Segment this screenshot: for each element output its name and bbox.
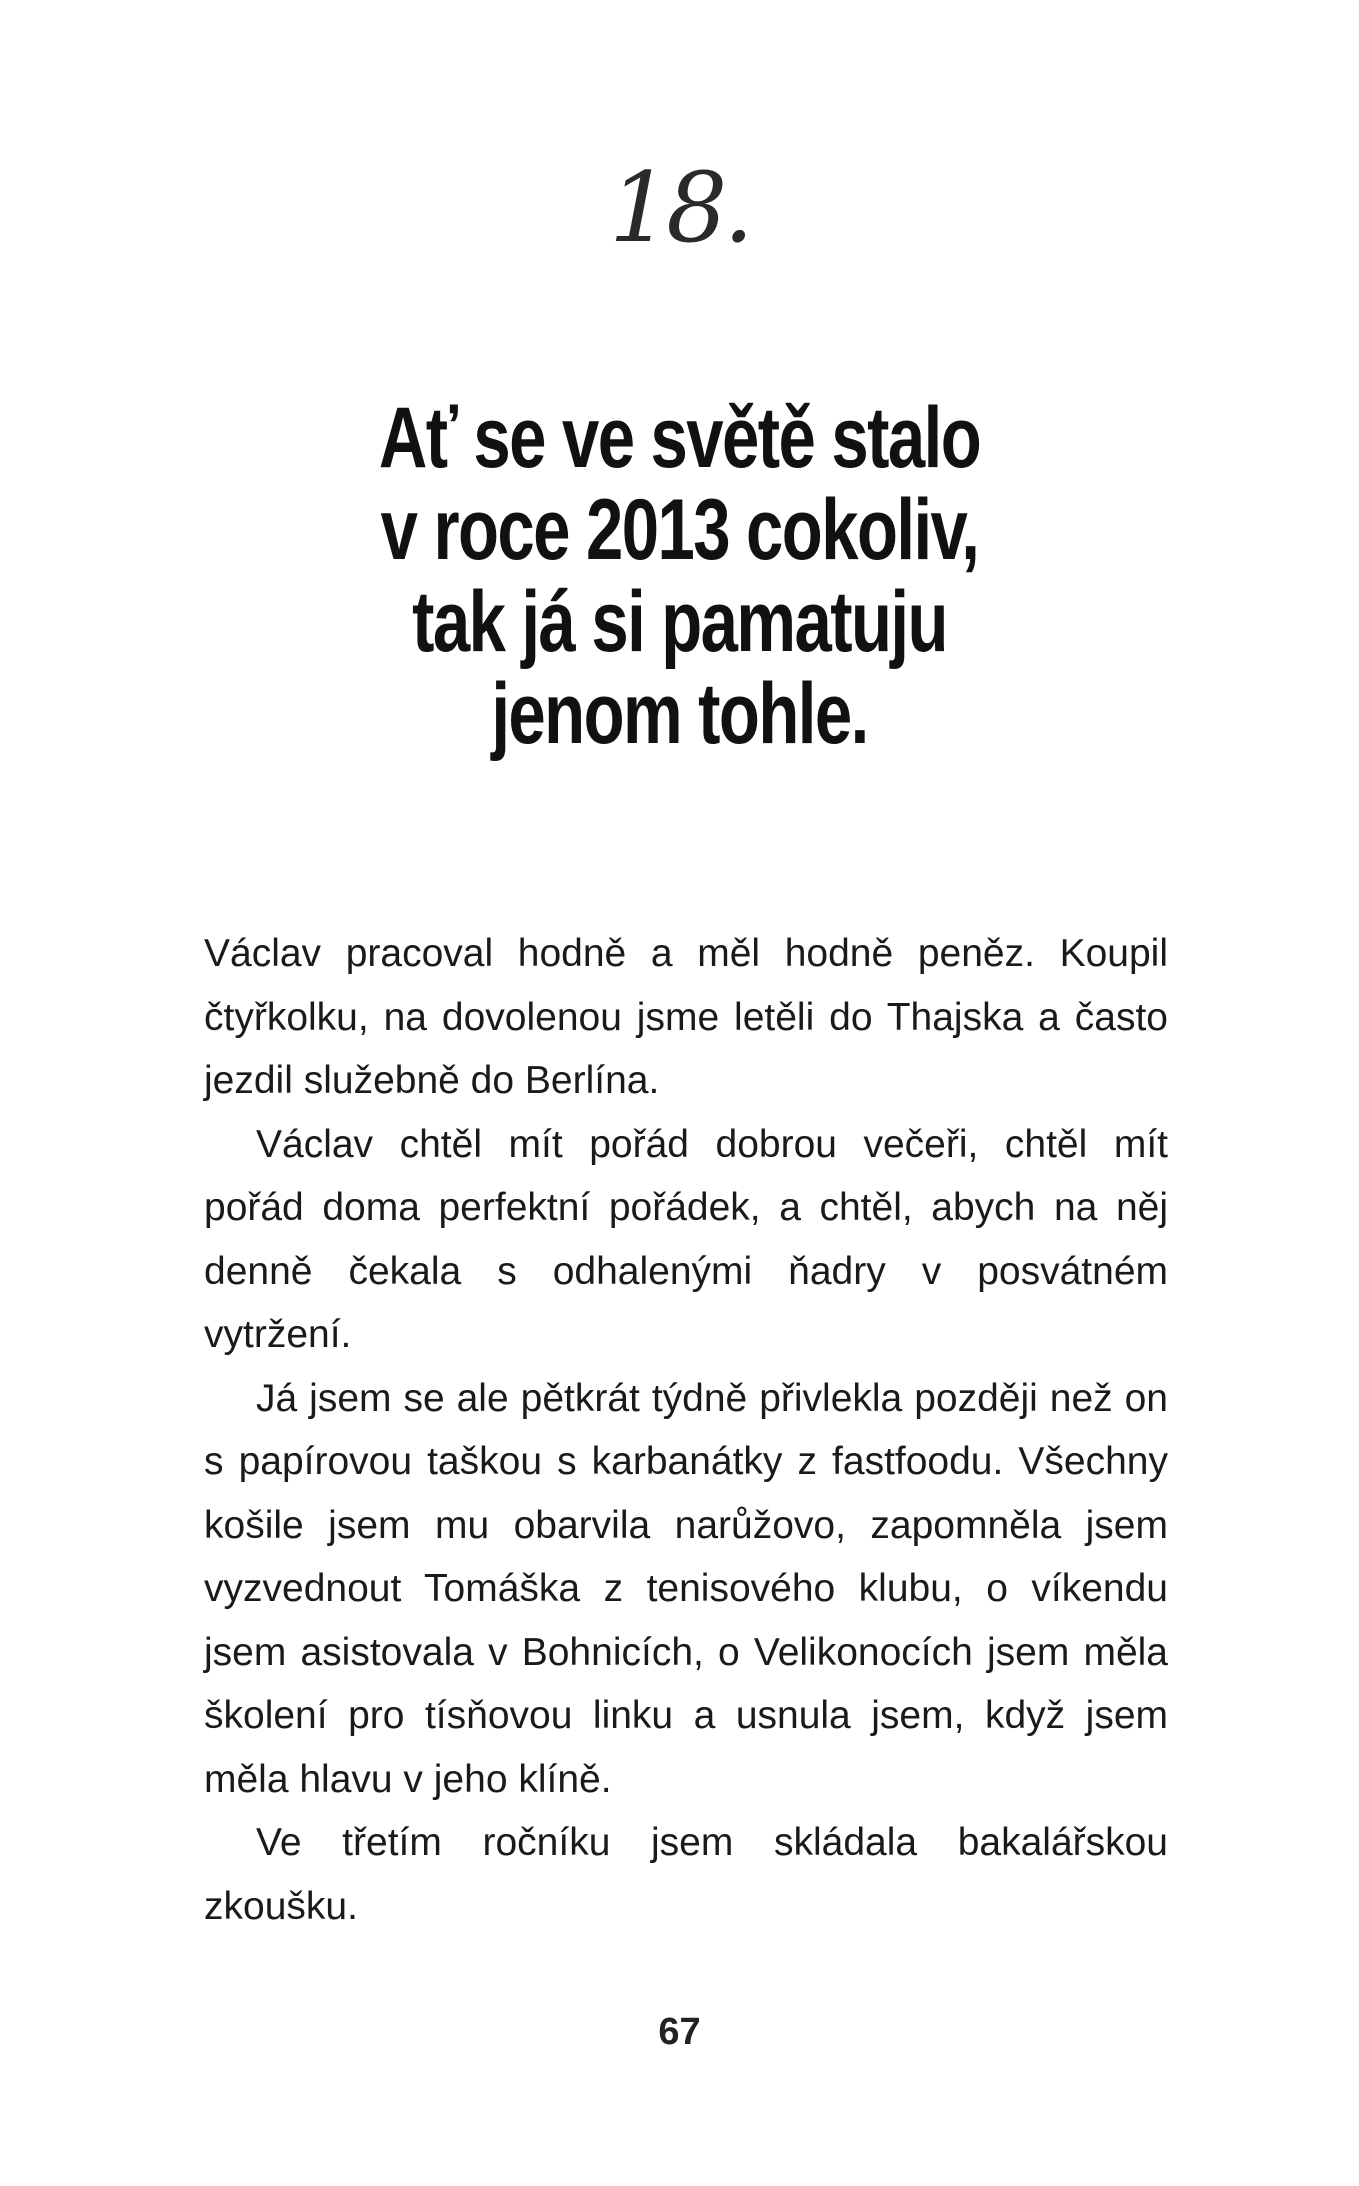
paragraph: Ve třetím ročníku jsem skládala bakalářskou zkoušku. [204, 1821, 1168, 1928]
chapter-title [149, 392, 1209, 760]
chapter-title-line: Ať se ve světě stalo [378, 390, 981, 486]
chapter-number: 18. [609, 152, 750, 264]
paragraph: Václav chtěl mít pořád dobrou večeři, chtěl mít pořád doma perfektní pořádek, a chtěl, abych na něj denně čekala s odhalenými ňadry v posvátném vytržení. [204, 1122, 1168, 1356]
chapter-title-line: tak já si pamatuju [412, 574, 947, 670]
page-number: 67 [658, 2011, 701, 2053]
chapter-title-line: jenom tohle. [491, 666, 868, 762]
body-text [204, 922, 1168, 1938]
chapter-title-line: v roce 2013 cokoliv, [380, 482, 979, 578]
paragraph: Václav pracoval hodně a měl hodně peněz. Koupil čtyřkolku, na dovolenou jsme letěli do Thajska a často jezdil služebně do Berlína. [204, 932, 1168, 1102]
paragraph: Já jsem se ale pětkrát týdně přivlekla později než on s papírovou taškou s karbanátky z fastfoodu. Všechny košile jsem mu obarvila narůžovo, zapomněla jsem vyzvednout Tomáška z tenisového klubu, o víkendu jsem asistovala v Bohnicích, o Velikonocích jsem měla školení pro tísňovou linku a usnula jsem, když jsem měla hlavu v jeho klíně. [204, 1376, 1168, 1801]
